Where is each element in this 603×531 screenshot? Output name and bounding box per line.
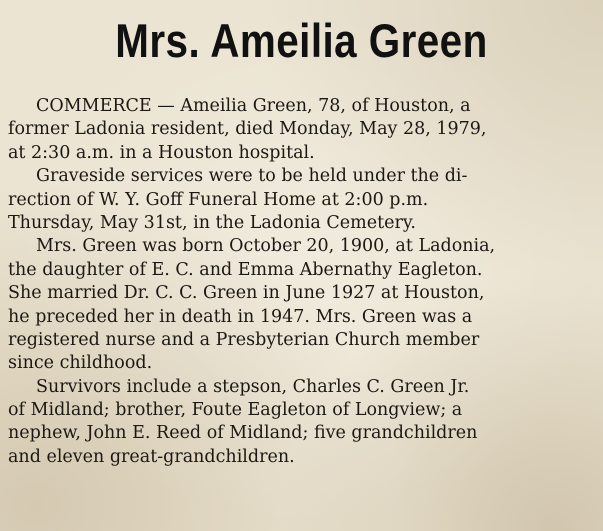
paragraph-1-line-1: COMMERCE — Ameilia Green, 78, of Houston, a (36, 96, 471, 116)
paragraph-3-line-2: the daughter of E. C. and Emma Abernathy Eagleton. (8, 259, 483, 280)
paragraph-4-line-3: nephew, John E. Reed of Midland; five grandchildren (8, 423, 478, 444)
paragraph-3-line-4: he preceded her in death in 1947. Mrs. Green was a (8, 306, 473, 327)
paragraph-3-line-1: Mrs. Green was born October 20, 1900, at Ladonia, (36, 236, 496, 257)
paragraph-2-line-3: Thursday, May 31st, in the Ladonia Cemetery. (8, 212, 416, 233)
obituary-body (8, 95, 601, 469)
paragraph-2-line-1: Graveside services were to be held under the di- (36, 166, 468, 187)
paragraph-3-line-3: She married Dr. C. C. Green in June 1927 at Houston, (8, 283, 485, 304)
paragraph-4-line-2: of Midland; brother, Foute Eagleton of Longview; a (8, 400, 463, 421)
paragraph-1-line-3: at 2:30 a.m. in a Houston hospital. (8, 142, 315, 163)
paragraph-4-line-1: Survivors include a stepson, Charles C. Green Jr. (36, 376, 470, 397)
paragraph-3-line-5: registered nurse and a Presbyterian Church member (8, 329, 480, 350)
paragraph-2-line-2: rection of W. Y. Goff Funeral Home at 2:00 p.m. (8, 189, 429, 210)
obituary-headline: Mrs. Ameilia Green (115, 14, 488, 67)
paragraph-4-line-4: and eleven great-grandchildren. (8, 446, 295, 467)
paragraph-1-line-2: former Ladonia resident, died Monday, May 28, 1979, (8, 119, 487, 140)
paragraph-3-line-6: since childhood. (8, 353, 153, 374)
